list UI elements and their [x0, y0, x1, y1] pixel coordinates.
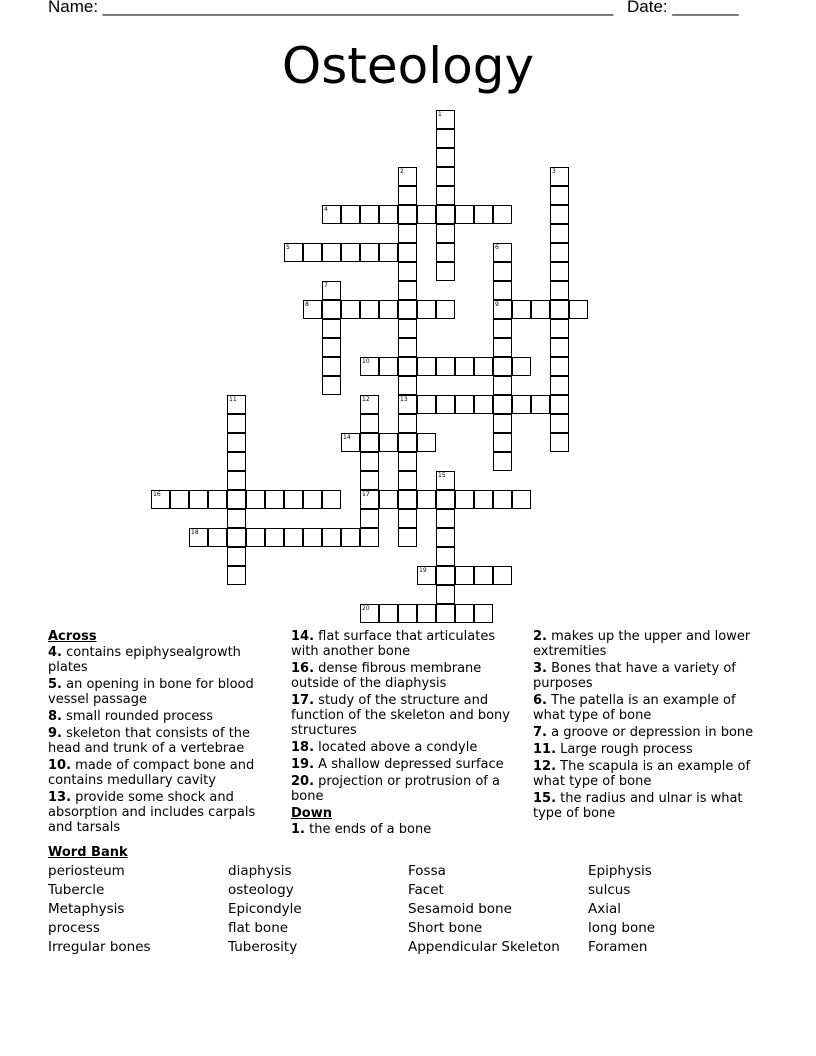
date-field[interactable]: Date: _______ — [627, 0, 739, 16]
clue-number: 20 — [362, 605, 370, 612]
crossword-cell[interactable] — [550, 357, 569, 376]
word-bank-item: Tuberosity — [228, 939, 298, 955]
crossword-cell[interactable] — [360, 205, 379, 224]
crossword-cell[interactable] — [493, 566, 512, 585]
crossword-cell[interactable] — [360, 414, 379, 433]
crossword-cell[interactable] — [360, 452, 379, 471]
clue-number: 9 — [495, 301, 499, 308]
clue-across-17: 17. study of the structure and function of the skeleton and bony structures — [291, 693, 510, 738]
clue-down-15: 15. the radius and ulnar is what type of bone — [533, 791, 743, 821]
crossword-cell[interactable] — [360, 509, 379, 528]
crossword-cell[interactable] — [550, 433, 569, 452]
crossword-cell[interactable] — [455, 490, 474, 509]
crossword-cell[interactable] — [493, 243, 512, 262]
crossword-cell[interactable] — [284, 243, 303, 262]
crossword-cell[interactable] — [398, 167, 417, 186]
crossword-cell[interactable] — [417, 433, 436, 452]
crossword-cell[interactable] — [398, 281, 417, 300]
crossword-cell[interactable] — [436, 300, 455, 319]
crossword-cell[interactable] — [398, 452, 417, 471]
clue-down-7: 7. a groove or depression in bone — [533, 725, 754, 740]
crossword-cell[interactable] — [398, 205, 417, 224]
crossword-cell[interactable] — [398, 243, 417, 262]
clue-number: 12 — [362, 396, 370, 403]
crossword-cell[interactable] — [398, 338, 417, 357]
crossword-cell[interactable] — [474, 395, 493, 414]
word-bank-item: Appendicular Skeleton — [408, 939, 560, 955]
clue-down-12: 12. The scapula is an example of what type of bone — [533, 759, 751, 789]
crossword-cell[interactable] — [189, 528, 208, 547]
crossword-cell[interactable] — [398, 300, 417, 319]
clue-number: 17 — [362, 491, 370, 498]
crossword-cell[interactable] — [398, 186, 417, 205]
clue-across-19: 19. A shallow depressed surface — [291, 757, 504, 772]
word-bank-item: process — [48, 920, 100, 936]
crossword-cell[interactable] — [284, 528, 303, 547]
crossword-cell[interactable] — [398, 604, 417, 623]
clue-number: 7 — [324, 282, 328, 289]
crossword-cell[interactable] — [360, 471, 379, 490]
crossword-cell[interactable] — [322, 357, 341, 376]
word-bank-item: Foramen — [588, 939, 648, 955]
crossword-cell[interactable] — [227, 433, 246, 452]
clue-across-20: 20. projection or protrusion of a bone — [291, 774, 500, 804]
clue-across-13: 13. provide some shock and absorption and includes carpals and tarsals — [48, 790, 256, 835]
crossword-cell[interactable] — [151, 490, 170, 509]
crossword-cell[interactable] — [436, 509, 455, 528]
crossword-cell[interactable] — [550, 395, 569, 414]
crossword-cell[interactable] — [550, 300, 569, 319]
crossword-cell[interactable] — [436, 357, 455, 376]
clue-across-4: 4. contains epiphysealgrowth plates — [48, 645, 241, 675]
crossword-cell[interactable] — [550, 281, 569, 300]
crossword-cell[interactable] — [417, 395, 436, 414]
crossword-cell[interactable] — [227, 509, 246, 528]
clue-number: 14 — [343, 434, 351, 441]
crossword-cell[interactable] — [379, 300, 398, 319]
crossword-cell[interactable] — [322, 319, 341, 338]
crossword-cell[interactable] — [436, 490, 455, 509]
word-bank-item: periosteum — [48, 863, 125, 879]
word-bank-item: diaphysis — [228, 863, 292, 879]
word-bank-item: Short bone — [408, 920, 483, 936]
word-bank-item: Sesamoid bone — [408, 901, 512, 917]
page-title: Osteology — [281, 37, 535, 95]
crossword-cell[interactable] — [246, 528, 265, 547]
crossword-cell[interactable] — [360, 395, 379, 414]
crossword-cell[interactable] — [398, 490, 417, 509]
crossword-cell[interactable] — [550, 205, 569, 224]
crossword-cell[interactable] — [322, 490, 341, 509]
crossword-cell[interactable] — [436, 224, 455, 243]
word-bank-title: Word Bank — [48, 845, 128, 860]
crossword-cell[interactable] — [550, 186, 569, 205]
clue-number: 18 — [191, 529, 199, 536]
crossword-cell[interactable] — [227, 490, 246, 509]
clue-across-16: 16. dense fibrous membrane outside of the diaphysis — [291, 661, 482, 691]
crossword-cell[interactable] — [493, 357, 512, 376]
clue-column-2 — [291, 629, 516, 839]
crossword-cell[interactable] — [322, 376, 341, 395]
crossword-cell[interactable] — [379, 357, 398, 376]
crossword-cell[interactable] — [360, 490, 379, 509]
crossword-cell[interactable] — [417, 566, 436, 585]
crossword-cell[interactable] — [379, 433, 398, 452]
crossword-cell[interactable] — [360, 300, 379, 319]
crossword-cell[interactable] — [398, 528, 417, 547]
crossword-cell[interactable] — [474, 604, 493, 623]
crossword-cell[interactable] — [493, 281, 512, 300]
clue-number: 16 — [153, 491, 161, 498]
crossword-cell[interactable] — [531, 395, 550, 414]
crossword-cell[interactable] — [436, 148, 455, 167]
crossword-cell[interactable] — [360, 357, 379, 376]
clue-down-1: 1. the ends of a bone — [291, 822, 432, 837]
crossword-cell[interactable] — [322, 205, 341, 224]
crossword-cell[interactable] — [189, 490, 208, 509]
crossword-cell[interactable] — [550, 414, 569, 433]
crossword-cell[interactable] — [227, 395, 246, 414]
crossword-cell[interactable] — [227, 452, 246, 471]
crossword-cell[interactable] — [550, 224, 569, 243]
crossword-cell[interactable] — [322, 528, 341, 547]
crossword-cell[interactable] — [341, 243, 360, 262]
crossword-cell[interactable] — [398, 414, 417, 433]
crossword-cell[interactable] — [208, 528, 227, 547]
crossword-cell[interactable] — [436, 471, 455, 490]
crossword-cell[interactable] — [550, 376, 569, 395]
crossword-cell[interactable] — [303, 243, 322, 262]
clue-down-2: 2. makes up the upper and lower extremities — [533, 629, 751, 659]
crossword-cell[interactable] — [208, 490, 227, 509]
crossword-cell[interactable] — [512, 490, 531, 509]
crossword-cell[interactable] — [341, 528, 360, 547]
crossword-cell[interactable] — [436, 167, 455, 186]
crossword-cell[interactable] — [227, 414, 246, 433]
crossword-cell[interactable] — [512, 300, 531, 319]
crossword-cell[interactable] — [322, 338, 341, 357]
crossword-cell[interactable] — [493, 395, 512, 414]
crossword-cell[interactable] — [493, 414, 512, 433]
clue-column-1 — [48, 629, 270, 837]
clue-number: 1 — [438, 111, 442, 118]
crossword-cell[interactable] — [550, 319, 569, 338]
clue-number: 10 — [362, 358, 370, 365]
across-heading: Across — [48, 629, 97, 644]
crossword-cell[interactable] — [436, 528, 455, 547]
crossword-cell[interactable] — [227, 528, 246, 547]
crossword-cell[interactable] — [455, 357, 474, 376]
word-bank-item: flat bone — [228, 920, 289, 936]
word-bank-item: Irregular bones — [48, 939, 151, 955]
crossword-cell[interactable] — [417, 357, 436, 376]
crossword-cell[interactable] — [436, 566, 455, 585]
word-bank-item: Fossa — [408, 863, 446, 879]
crossword-cell[interactable] — [265, 528, 284, 547]
crossword-cell[interactable] — [436, 186, 455, 205]
clue-across-9: 9. skeleton that consists of the head and trunk of a vertebrae — [48, 726, 251, 756]
crossword-cell[interactable] — [341, 205, 360, 224]
word-bank-item: osteology — [228, 882, 294, 898]
crossword-cell[interactable] — [398, 319, 417, 338]
crossword-cell[interactable] — [493, 319, 512, 338]
crossword-cell[interactable] — [398, 509, 417, 528]
crossword-cell[interactable] — [322, 281, 341, 300]
crossword-cell[interactable] — [303, 300, 322, 319]
clue-across-18: 18. located above a condyle — [291, 740, 478, 755]
crossword-cell[interactable] — [360, 433, 379, 452]
crossword-cell[interactable] — [569, 300, 588, 319]
word-bank-item: sulcus — [588, 882, 631, 898]
crossword-cell[interactable] — [360, 243, 379, 262]
clue-column-3 — [533, 629, 763, 823]
clue-across-10: 10. made of compact bone and contains medullary cavity — [48, 758, 255, 788]
crossword-cell[interactable] — [512, 395, 531, 414]
crossword-cell[interactable] — [379, 604, 398, 623]
clue-number: 15 — [438, 472, 446, 479]
clue-across-8: 8. small rounded process — [48, 709, 213, 724]
crossword-cell[interactable] — [398, 357, 417, 376]
crossword-cell[interactable] — [550, 243, 569, 262]
crossword-cell[interactable] — [493, 262, 512, 281]
crossword-cell[interactable] — [398, 376, 417, 395]
crossword-cell[interactable] — [322, 300, 341, 319]
crossword-cell[interactable] — [436, 262, 455, 281]
crossword-cell[interactable] — [531, 300, 550, 319]
crossword-cell[interactable] — [436, 395, 455, 414]
crossword-cell[interactable] — [474, 205, 493, 224]
crossword-cell[interactable] — [436, 243, 455, 262]
word-bank-item: Facet — [408, 882, 444, 898]
crossword-cell[interactable] — [493, 300, 512, 319]
crossword-cell[interactable] — [360, 604, 379, 623]
crossword-cell[interactable] — [398, 471, 417, 490]
crossword-cell[interactable] — [455, 205, 474, 224]
crossword-cell[interactable] — [341, 300, 360, 319]
crossword-cell[interactable] — [436, 205, 455, 224]
down-heading: Down — [291, 806, 332, 821]
crossword-cell[interactable] — [398, 224, 417, 243]
word-bank-item: Metaphysis — [48, 901, 125, 917]
crossword-cell[interactable] — [265, 490, 284, 509]
crossword-cell[interactable] — [550, 262, 569, 281]
crossword-cell[interactable] — [550, 167, 569, 186]
crossword-cell[interactable] — [341, 433, 360, 452]
clue-down-6: 6. The patella is an example of what type of bone — [533, 693, 736, 723]
crossword-cell[interactable] — [474, 566, 493, 585]
word-bank-item: Tubercle — [48, 882, 105, 898]
crossword-cell[interactable] — [417, 300, 436, 319]
word-bank-item: Epicondyle — [228, 901, 302, 917]
crossword-cell[interactable] — [493, 490, 512, 509]
word-bank-item: Epiphysis — [588, 863, 652, 879]
crossword-cell[interactable] — [398, 262, 417, 281]
crossword-cell[interactable] — [455, 395, 474, 414]
word-bank-item: Axial — [588, 901, 621, 917]
clue-number: 2 — [400, 168, 404, 175]
clue-down-11: 11. Large rough process — [533, 742, 693, 757]
clue-across-5: 5. an opening in bone for blood vessel passage — [48, 677, 254, 707]
crossword-cell[interactable] — [436, 129, 455, 148]
crossword-cell[interactable] — [303, 490, 322, 509]
crossword-cell[interactable] — [417, 205, 436, 224]
crossword-cell[interactable] — [322, 243, 341, 262]
crossword-cell[interactable] — [493, 452, 512, 471]
clue-number: 8 — [305, 301, 309, 308]
crossword-cell[interactable] — [512, 357, 531, 376]
clue-number: 13 — [400, 396, 408, 403]
crossword-cell[interactable] — [379, 490, 398, 509]
crossword-cell[interactable] — [379, 243, 398, 262]
crossword-cell[interactable] — [284, 490, 303, 509]
clue-number: 6 — [495, 244, 499, 251]
clue-number: 4 — [324, 206, 328, 213]
clue-number: 3 — [552, 168, 556, 175]
crossword-cell[interactable] — [455, 604, 474, 623]
crossword-cell[interactable] — [227, 566, 246, 585]
crossword-cell[interactable] — [493, 338, 512, 357]
clue-across-14: 14. flat surface that articulates with another bone — [291, 629, 496, 659]
crossword-cell[interactable] — [379, 205, 398, 224]
crossword-cell[interactable] — [474, 490, 493, 509]
clue-number: 5 — [286, 244, 290, 251]
crossword-cell[interactable] — [455, 566, 474, 585]
crossword-cell[interactable] — [493, 433, 512, 452]
crossword-cell[interactable] — [170, 490, 189, 509]
crossword-cell[interactable] — [417, 604, 436, 623]
clue-number: 19 — [419, 567, 427, 574]
crossword-cell[interactable] — [398, 433, 417, 452]
crossword-cell[interactable] — [493, 376, 512, 395]
crossword-cell[interactable] — [398, 395, 417, 414]
clue-down-3: 3. Bones that have a variety of purposes — [533, 661, 736, 691]
crossword-cell[interactable] — [436, 547, 455, 566]
crossword-cell[interactable] — [436, 585, 455, 604]
clue-number: 11 — [229, 396, 237, 403]
crossword-cell[interactable] — [436, 604, 455, 623]
name-field[interactable]: Name: ______________________________________________________ — [48, 0, 614, 16]
crossword-cell[interactable] — [227, 471, 246, 490]
crossword-cell[interactable] — [227, 547, 246, 566]
crossword-cell[interactable] — [493, 205, 512, 224]
crossword-cell[interactable] — [474, 357, 493, 376]
word-bank-item: long bone — [588, 920, 656, 936]
crossword-cell[interactable] — [303, 528, 322, 547]
crossword-cell[interactable] — [436, 110, 455, 129]
crossword-cell[interactable] — [550, 338, 569, 357]
crossword-cell[interactable] — [417, 490, 436, 509]
crossword-cell[interactable] — [246, 490, 265, 509]
crossword-cell[interactable] — [360, 528, 379, 547]
